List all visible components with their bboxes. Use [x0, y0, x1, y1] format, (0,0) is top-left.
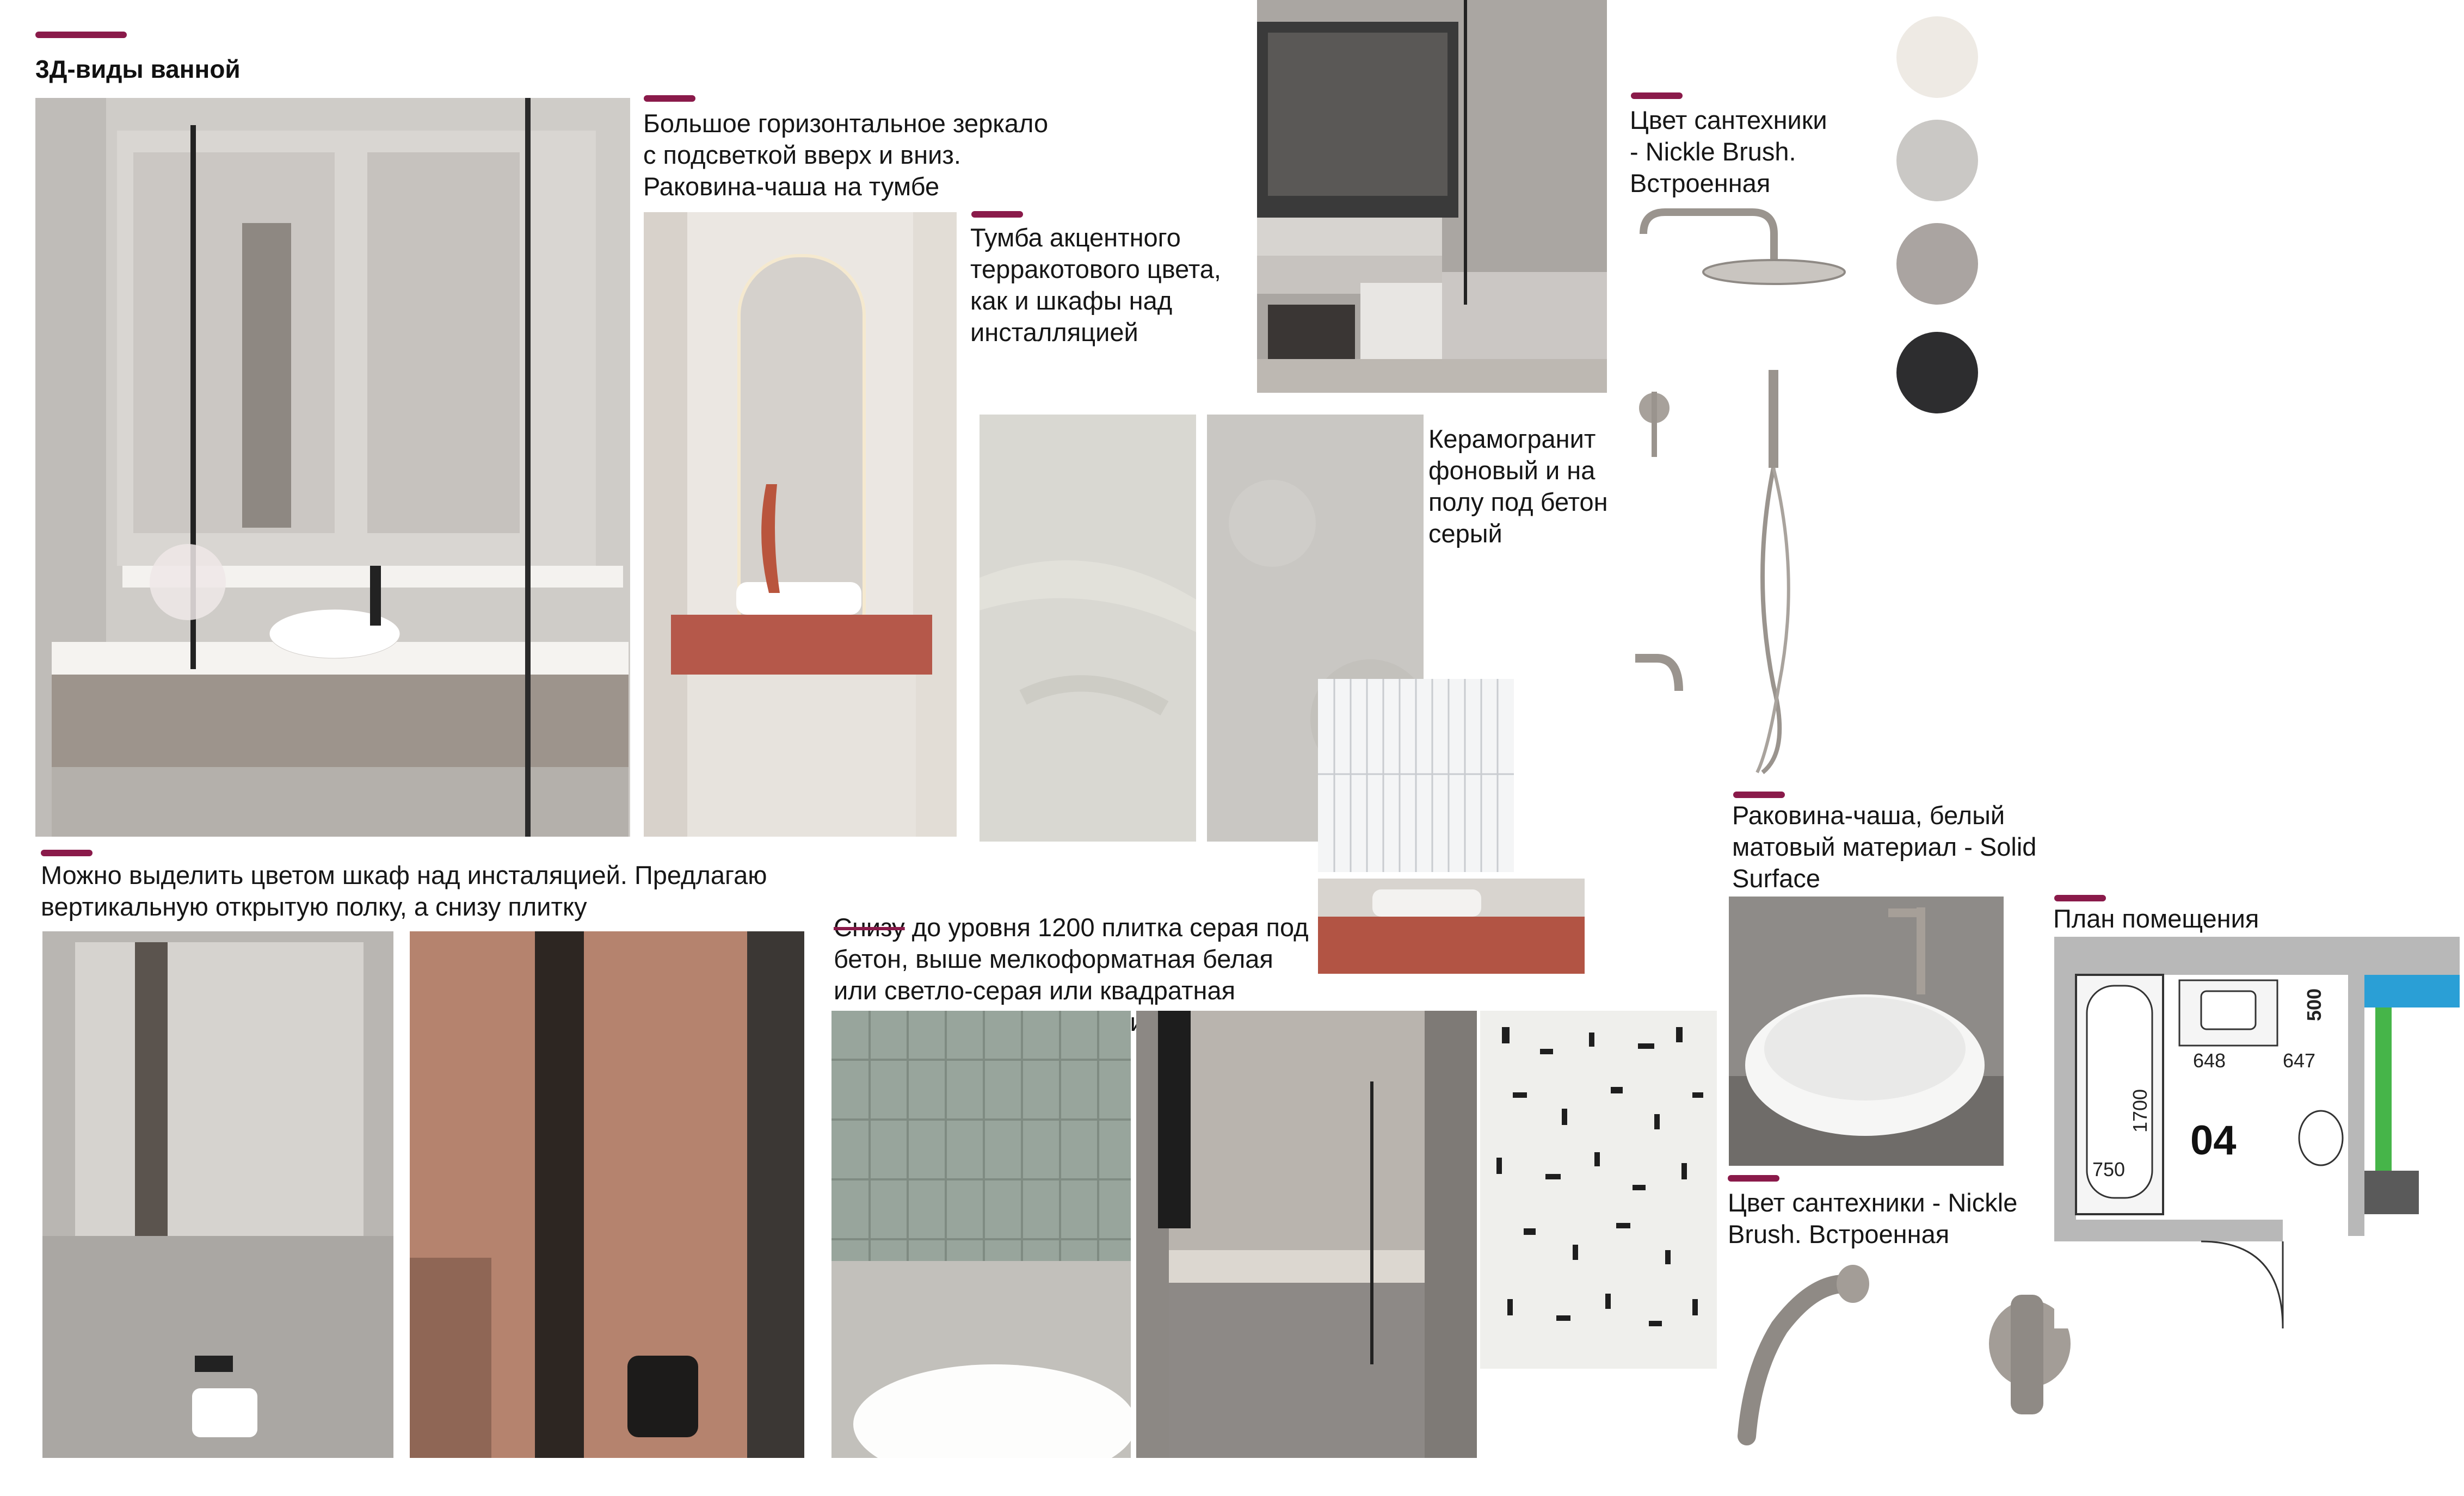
plan-room-number: 04	[2190, 1117, 2237, 1164]
plan-dim-647: 647	[2283, 1049, 2316, 1072]
installation-render-grey	[42, 931, 393, 1458]
floor-plan	[2054, 937, 2460, 1328]
sage-tile-render	[831, 1011, 1131, 1458]
tile-below-prefix: Снизу	[834, 913, 905, 942]
swatch-anthracite	[1896, 332, 1978, 413]
cabinet-caption: Тумба акцентного терракотового цвета, как и шкафы над инсталляцией	[970, 223, 1221, 347]
plan-caption: План помещения	[2053, 904, 2259, 933]
mirror-caption: Большое горизонтальное зеркало с подсветкой вверх и вниз. Раковина-чаша на тумбе	[643, 109, 1049, 201]
wall-faucet	[1736, 1262, 2079, 1469]
highlight-caption: Можно выделить цветом шкаф над инсталяцией. Предлагаю вертикальную открытую полку, а снизу плитку	[41, 861, 767, 921]
plumbing-bottom-accent	[1728, 1175, 1779, 1182]
swatch-light-grey	[1896, 120, 1978, 201]
swatch-warm-grey	[1896, 223, 1978, 305]
plumbing-bottom-caption: Цвет сантехники - Nickle Brush. Встроенная	[1728, 1188, 2018, 1248]
mirror-accent	[644, 95, 695, 102]
bathroom-render-main	[35, 98, 630, 837]
plumbing-top-caption: Цвет сантехники - Nickle Brush. Встроенная	[1630, 106, 1827, 197]
terrazzo-bath-render	[1136, 1011, 1477, 1458]
bathroom-render-top	[1257, 0, 1607, 393]
plan-dim-648: 648	[2193, 1049, 2226, 1072]
title-accent	[35, 32, 127, 38]
plan-accent	[2054, 895, 2106, 901]
plan-dim-1700: 1700	[2129, 1089, 2151, 1133]
sink-photo	[1729, 897, 2004, 1166]
white-vertical-tile	[1318, 679, 1514, 872]
sink-caption: Раковина-чаша, белый матовый материал - Solid Surface	[1732, 801, 2037, 893]
plan-dim-500: 500	[2303, 988, 2325, 1022]
terracotta-vanity-render	[644, 212, 957, 837]
terracotta-vanity-small	[1318, 879, 1585, 974]
installation-render-terracotta	[410, 931, 804, 1458]
swatch-ivory	[1896, 16, 1978, 98]
plan-dim-750: 750	[2092, 1158, 2126, 1180]
tile-below-rest: до уровня 1200 плитка серая под бетон, выше мелкоформатная белая или светло-серая или квадратная	[834, 913, 1309, 1005]
sink-accent	[1733, 792, 1785, 798]
cabinet-accent	[971, 211, 1023, 218]
page-title: 3Д-виды ванной	[35, 55, 241, 83]
shower-fixtures	[1630, 207, 1858, 805]
porcelain-caption: Керамогранит фоновый и на полу под бетон серый	[1428, 424, 1608, 548]
porcelain-tile-light	[980, 415, 1196, 842]
highlight-accent	[41, 850, 93, 856]
plumbing-top-accent	[1631, 92, 1683, 99]
speckled-white-tile	[1480, 1011, 1717, 1369]
